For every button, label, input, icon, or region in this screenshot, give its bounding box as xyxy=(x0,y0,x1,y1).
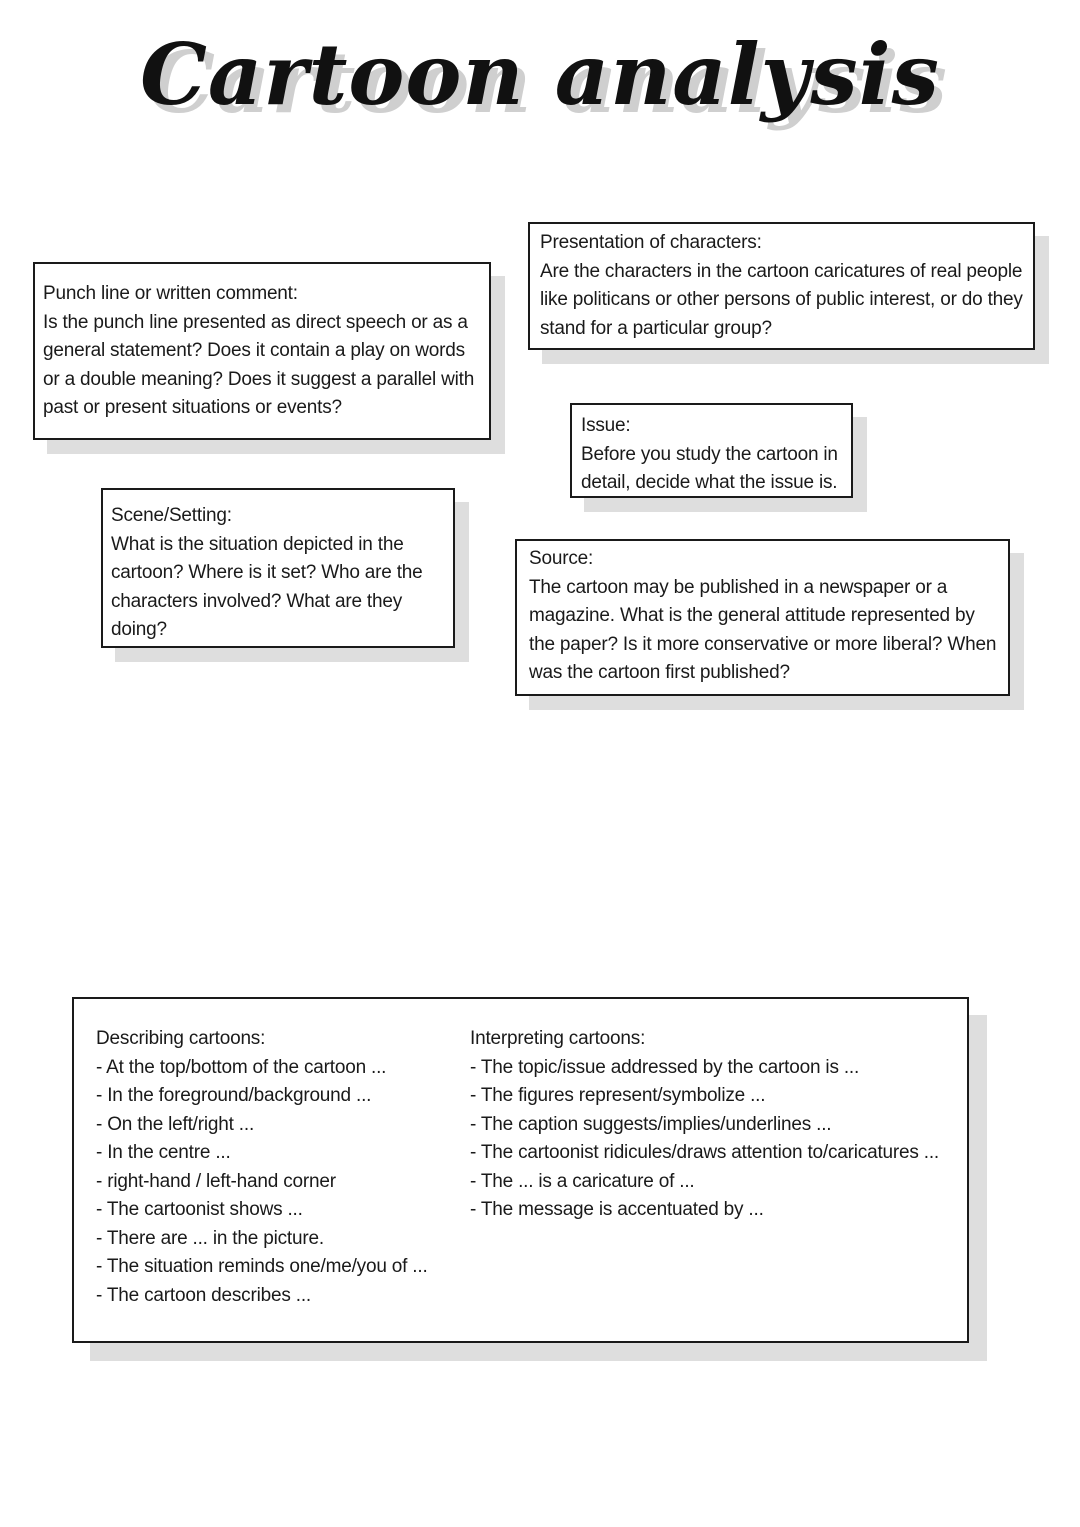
describing-list xyxy=(96,1054,456,1311)
list-item: - The caption suggests/implies/underlines ... xyxy=(470,1111,960,1140)
list-item: - There are ... in the picture. xyxy=(96,1225,456,1254)
list-item: - The figures represent/symbolize ... xyxy=(470,1082,960,1111)
interpreting-heading: Interpreting cartoons: xyxy=(470,1028,646,1049)
source-text: The cartoon may be published in a newspaper or a magazine. What is the general attitude represented by the paper? Is it more conservative or more liberal? When was the cartoon first published? xyxy=(529,576,997,683)
presentation-heading: Presentation of characters: xyxy=(540,232,762,253)
issue-card xyxy=(570,403,853,498)
punch-line-card xyxy=(33,262,491,440)
issue-text: Before you study the cartoon in detail, decide what the issue is. xyxy=(581,443,838,493)
punch-line-text: Is the punch line presented as direct speech or as a general statement? Does it contain a play on words or a double meaning? Does it suggest a parallel with past or present situations or events? xyxy=(43,311,475,418)
list-item: - In the foreground/background ... xyxy=(96,1082,456,1111)
describing-cartoons-column xyxy=(96,1025,456,1310)
scene-setting-card xyxy=(101,488,455,648)
list-item: - At the top/bottom of the cartoon ... xyxy=(96,1054,456,1083)
issue-heading: Issue: xyxy=(581,415,631,436)
list-item: - In the centre ... xyxy=(96,1139,456,1168)
useful-phrases-card xyxy=(72,997,969,1343)
list-item: - On the left/right ... xyxy=(96,1111,456,1140)
scene-heading: Scene/Setting: xyxy=(111,505,232,526)
list-item: - The ... is a caricature of ... xyxy=(470,1168,960,1197)
list-item: - right-hand / left-hand corner xyxy=(96,1168,456,1197)
scene-text: What is the situation depicted in the cartoon? Where is it set? Who are the characters involved? What are they doing? xyxy=(111,533,423,640)
list-item: - The cartoonist ridicules/draws attention to/caricatures ... xyxy=(470,1139,960,1168)
page-title: Cartoon analysis xyxy=(140,25,940,124)
list-item: - The message is accentuated by ... xyxy=(470,1196,960,1225)
list-item: - The topic/issue addressed by the cartoon is ... xyxy=(470,1054,960,1083)
list-item: - The cartoonist shows ... xyxy=(96,1196,456,1225)
interpreting-cartoons-column xyxy=(470,1025,960,1225)
punch-line-heading: Punch line or written comment: xyxy=(43,283,298,304)
source-heading: Source: xyxy=(529,548,594,569)
list-item: - The cartoon describes ... xyxy=(96,1282,456,1311)
list-item: - The situation reminds one/me/you of ... xyxy=(96,1253,456,1282)
presentation-of-characters-card xyxy=(528,222,1035,350)
presentation-text: Are the characters in the cartoon caricatures of real people like politicans or other persons of public interest, or do they stand for a particular group? xyxy=(540,260,1023,339)
source-card xyxy=(515,539,1010,696)
interpreting-list xyxy=(470,1054,960,1225)
describing-heading: Describing cartoons: xyxy=(96,1028,266,1049)
